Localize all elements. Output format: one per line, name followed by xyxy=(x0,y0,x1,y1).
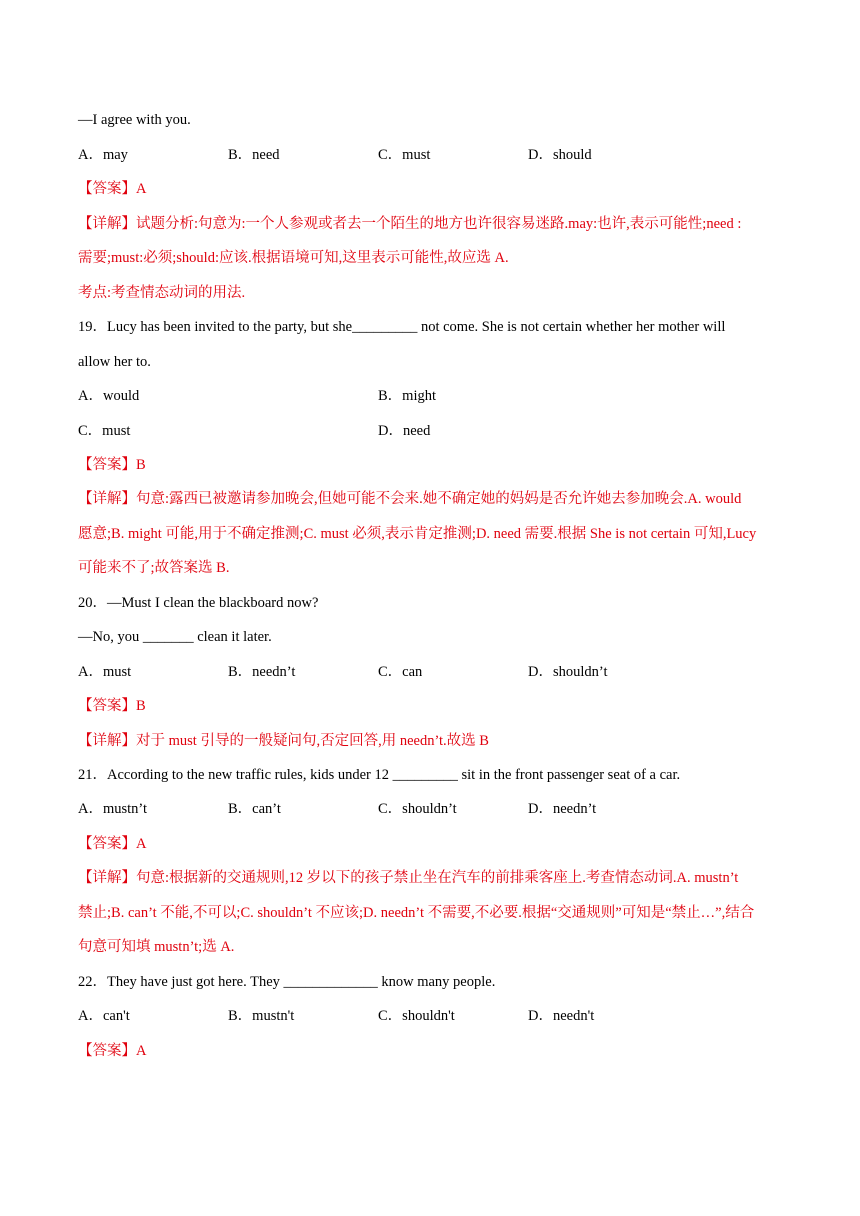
q20-option-d: D．shouldn’t xyxy=(528,664,608,680)
q21-explanation-line-2: 禁止;B. can’t 不能,不可以;C. shouldn’t 不应该;D. needn’t 不需要,不必要.根据“交通规则”可知是“禁止…”,结合 xyxy=(78,905,755,921)
q21-option-c: C．shouldn’t xyxy=(378,801,457,817)
q20-stem-line-2: —No, you _______ clean it later. xyxy=(78,629,272,645)
q18-reply: —I agree with you. xyxy=(78,112,191,128)
q18-option-b: B．need xyxy=(228,147,280,163)
q19-explanation-line-1: 【详解】句意:露西已被邀请参加晚会,但她可能不会来.她不确定她的妈妈是否允许她去参加晚会.A. would xyxy=(78,491,742,507)
q18-option-a: A．may xyxy=(78,147,128,163)
q22-option-a: A．can't xyxy=(78,1008,130,1024)
q21-answer: 【答案】A xyxy=(78,836,147,852)
q21-option-d: D．needn’t xyxy=(528,801,597,817)
q20-explanation-line-1: 【详解】对于 must 引导的一般疑问句,否定回答,用 needn’t.故选 B xyxy=(78,733,489,749)
q22-option-d: D．needn't xyxy=(528,1008,595,1024)
q18-option-c: C．must xyxy=(378,147,431,163)
q21-explanation-line-1: 【详解】句意:根据新的交通规则,12 岁以下的孩子禁止坐在汽车的前排乘客座上.考查情态动词.A. mustn’t xyxy=(78,870,739,886)
q19-option-a: A．would xyxy=(78,388,140,404)
q18-exam-point: 考点:考查情态动词的用法. xyxy=(78,285,246,301)
q19-answer: 【答案】B xyxy=(78,457,146,473)
q20-answer: 【答案】B xyxy=(78,698,146,714)
q18-answer: 【答案】A xyxy=(78,181,147,197)
q19-option-d: D．need xyxy=(378,423,431,439)
q20-option-a: A．must xyxy=(78,664,132,680)
q20-option-c: C．can xyxy=(378,664,423,680)
q18-explanation-line-2: 需要;must:必须;should:应该.根据语境可知,这里表示可能性,故应选 A. xyxy=(78,250,509,266)
q22-stem-line-1: 22．They have just got here. They _____________ know many people. xyxy=(78,974,496,990)
q19-stem-line-2: allow her to. xyxy=(78,354,151,370)
q21-option-b: B．can’t xyxy=(228,801,281,817)
q20-option-b: B．needn’t xyxy=(228,664,296,680)
q18-option-d: D．should xyxy=(528,147,592,163)
q19-explanation-line-3: 可能来不了;故答案选 B. xyxy=(78,560,230,576)
q20-stem-line-1: 20．—Must I clean the blackboard now? xyxy=(78,595,319,611)
q22-option-c: C．shouldn't xyxy=(378,1008,455,1024)
q19-explanation-line-2: 愿意;B. might 可能,用于不确定推测;C. must 必须,表示肯定推测;D. need 需要.根据 She is not certain 可知,Lucy xyxy=(78,526,757,542)
q19-option-c: C．must xyxy=(78,423,131,439)
q19-stem-line-1: 19．Lucy has been invited to the party, but she_________ not come. She is not certain whether her mother will xyxy=(78,319,726,335)
q22-answer: 【答案】A xyxy=(78,1043,147,1059)
q19-option-b: B．might xyxy=(378,388,437,404)
q21-explanation-line-3: 句意可知填 mustn’t;选 A. xyxy=(78,939,235,955)
q21-option-a: A．mustn’t xyxy=(78,801,148,817)
q21-stem-line-1: 21．According to the new traffic rules, kids under 12 _________ sit in the front passenger seat of a car. xyxy=(78,767,681,783)
q22-option-b: B．mustn't xyxy=(228,1008,295,1024)
q18-explanation-line-1: 【详解】试题分析:句意为:一个人参观或者去一个陌生的地方也许很容易迷路.may:也许,表示可能性;need : xyxy=(78,216,742,232)
